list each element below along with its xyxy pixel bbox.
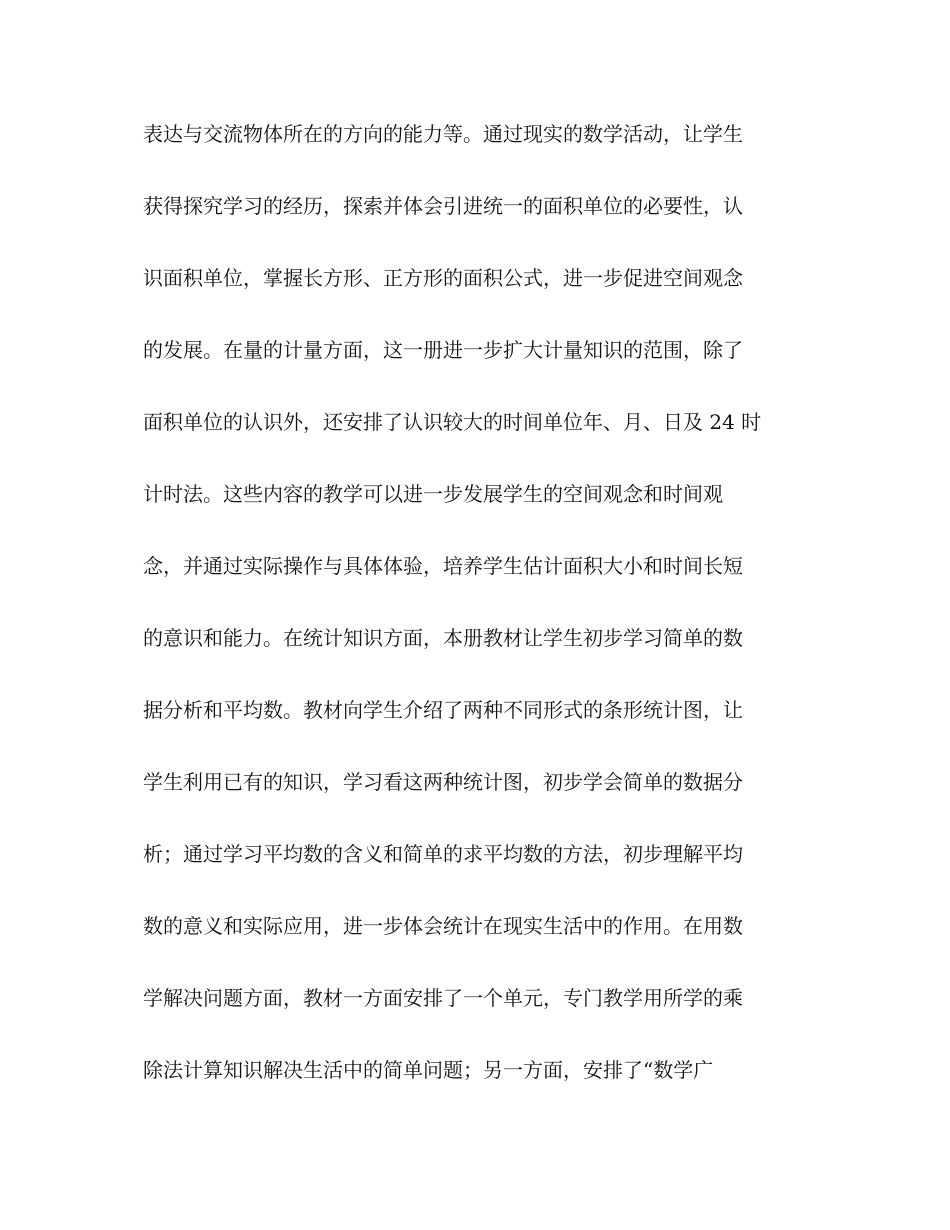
text-line: 析；通过学习平均数的含义和简单的求平均数的方法，初步理解平均 xyxy=(143,842,743,866)
text-line: 除法计算知识解决生活中的简单问题；另一方面，安排了“数学广 xyxy=(143,1058,714,1082)
text-line: 面积单位的认识外，还安排了认识较大的时间单位年、月、日及 24 时 xyxy=(143,410,762,434)
text-line: 的意识和能力。在统计知识方面，本册教材让学生初步学习简单的数 xyxy=(143,626,743,650)
text-line: 的发展。在量的计量方面，这一册进一步扩大计量知识的范围，除了 xyxy=(143,338,743,362)
text-line: 数的意义和实际应用，进一步体会统计在现实生活中的作用。在用数 xyxy=(143,914,743,938)
text-line: 学生利用已有的知识，学习看这两种统计图，初步学会简单的数据分 xyxy=(143,770,743,794)
text-line: 识面积单位，掌握长方形、正方形的面积公式，进一步促进空间观念 xyxy=(143,266,743,290)
text-line: 念，并通过实际操作与具体体验，培养学生估计面积大小和时间长短 xyxy=(143,554,743,578)
body-text xyxy=(143,122,813,1130)
text-line: 计时法。这些内容的教学可以进一步发展学生的空间观念和时间观 xyxy=(143,482,723,506)
text-line: 据分析和平均数。教材向学生介绍了两种不同形式的条形统计图，让 xyxy=(143,698,743,722)
text-line: 学解决问题方面，教材一方面安排了一个单元，专门教学用所学的乘 xyxy=(143,986,743,1010)
text-line: 获得探究学习的经历，探索并体会引进统一的面积单位的必要性，认 xyxy=(143,194,743,218)
text-line: 表达与交流物体所在的方向的能力等。通过现实的数学活动，让学生 xyxy=(143,122,743,146)
